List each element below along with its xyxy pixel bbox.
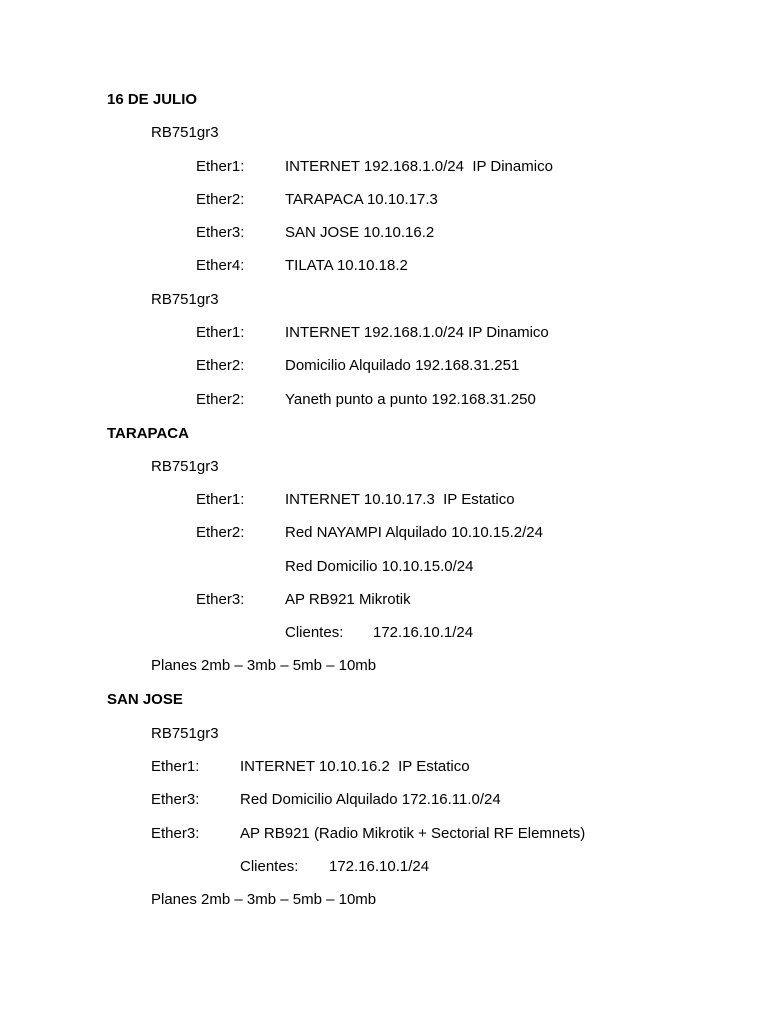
port-description: TILATA 10.10.18.2: [285, 257, 408, 274]
port-label: Ether2:: [196, 191, 245, 208]
port-description: TARAPACA 10.10.17.3: [285, 191, 438, 208]
device-model: RB751gr3: [151, 725, 219, 742]
port-description: Yaneth punto a punto 192.168.31.250: [285, 391, 536, 408]
port-description: INTERNET 192.168.1.0/24 IP Dinamico: [285, 158, 553, 175]
port-label: Ether1:: [196, 158, 245, 175]
port-description: INTERNET 10.10.16.2 IP Estatico: [240, 758, 470, 775]
section-title-san-jose: SAN JOSE: [107, 691, 183, 708]
port-description: Red NAYAMPI Alquilado 10.10.15.2/24: [285, 524, 543, 541]
port-label: Ether1:: [196, 491, 245, 508]
port-extra-description: Red Domicilio 10.10.15.0/24: [285, 558, 474, 575]
port-description: INTERNET 192.168.1.0/24 IP Dinamico: [285, 324, 549, 341]
clients-value: 172.16.10.1/24: [373, 624, 474, 641]
port-label: Ether3:: [151, 791, 200, 808]
port-label: Ether2:: [196, 391, 245, 408]
port-description: SAN JOSE 10.10.16.2: [285, 224, 435, 241]
section-title-tarapaca: TARAPACA: [107, 425, 189, 442]
device-model: RB751gr3: [151, 291, 219, 308]
port-label: Ether2:: [196, 357, 245, 374]
port-label: Ether1:: [196, 324, 245, 341]
port-label: Ether1:: [151, 758, 200, 775]
port-description: Red Domicilio Alquilado 172.16.11.0/24: [240, 791, 501, 808]
port-description: Domicilio Alquilado 192.168.31.251: [285, 357, 520, 374]
port-label: Ether3:: [196, 224, 245, 241]
port-description: AP RB921 Mikrotik: [285, 591, 411, 608]
port-description: INTERNET 10.10.17.3 IP Estatico: [285, 491, 515, 508]
clients-label: Clientes:: [285, 624, 344, 641]
device-model: RB751gr3: [151, 458, 219, 475]
plans-text: Planes 2mb – 3mb – 5mb – 10mb: [151, 891, 377, 908]
port-label: Ether2:: [196, 524, 245, 541]
section-title-16-de-julio: 16 DE JULIO: [107, 91, 198, 108]
port-description: AP RB921 (Radio Mikrotik + Sectorial RF Elemnets): [240, 825, 586, 842]
port-label: Ether3:: [151, 825, 200, 842]
clients-label: Clientes:: [240, 858, 299, 875]
port-label: Ether4:: [196, 257, 245, 274]
clients-value: 172.16.10.1/24: [329, 858, 430, 875]
port-label: Ether3:: [196, 591, 245, 608]
plans-text: Planes 2mb – 3mb – 5mb – 10mb: [151, 657, 377, 674]
device-model: RB751gr3: [151, 124, 219, 141]
